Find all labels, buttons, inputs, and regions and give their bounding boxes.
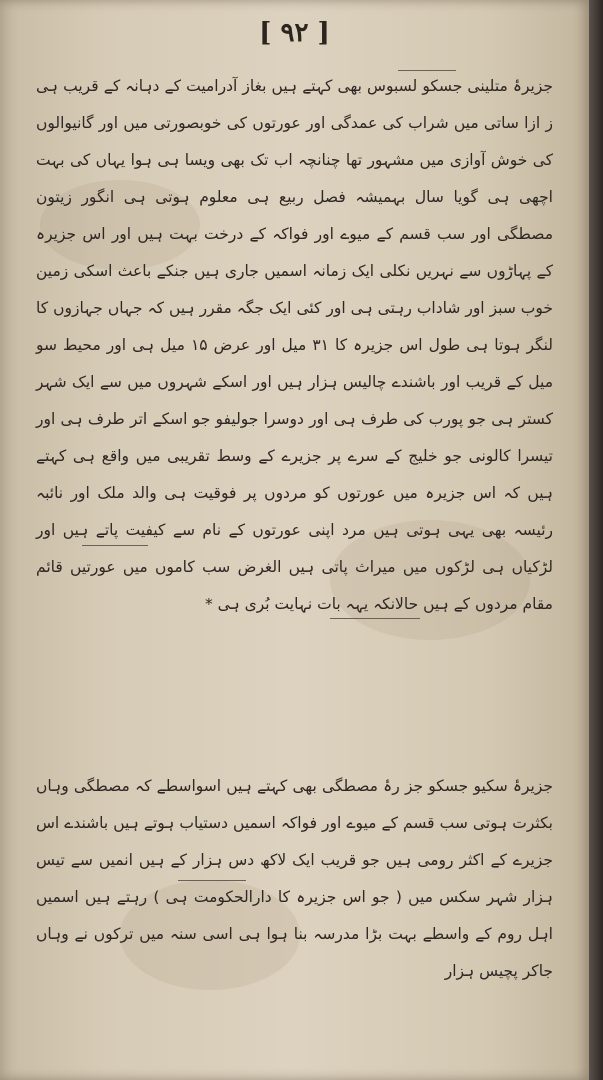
- underline-mark: [82, 545, 148, 546]
- underline-mark: [398, 70, 456, 71]
- underline-mark: [178, 880, 246, 881]
- page-number: [ ۹۲ ]: [259, 18, 330, 48]
- page-edge: [589, 0, 603, 1080]
- paragraph-chios: جزیرۂ سکیو جسکو جز رۂ مصطگی بھی کہتے ہیں اسواسطے کہ مصطگی وہاں بکثرت ہوتی سب قسم کے میوے اور فواکہ اسمیں دستیاب ہوتے ہیں باشندے اس جزیرے کے اکثر رومی ہیں جو قریب ایک لاکھ دس ہزار کے ہیں انمیں سے تیس ہزار شہر سکس میں ( جو اس جزیرہ کا دارالحکومت ہی ) رہتے ہیں اسمیں اہل روم کے واسطے بہت بڑا مدرسہ بنا ہوا ہی اسی سنہ میں ترکوں نے وہاں جاکر پچیس ہزار: [36, 777, 553, 980]
- paragraph-mytilene: جزیرۂ متلینی جسکو لسبوس بھی کہتے ہیں بغاز آدرامیت کے دہانہ کے قریب ہی ز ازا ساتی میں شراب کی عمدگی اور عورتوں کی خوبصورتی میں اور گانیوالوں کی خوش آوازی میں مشہور تھا چنانچہ اب تک بھی ویسا ہی ہوا یہاں کی بہت اچھی ہی گویا سال بہمیشہ فصل ربیع ہی معلوم ہوتی ہی انگور زیتون مصطگی اور سب قسم کے میوے اور فواکہ کے درخت بہت ہیں اور اس جزیرہ کے پہاڑوں سے نہریں نکلی ایک زمانہ اسمیں جاری ہیں جنکے باعث اسکی زمین خوب سبز اور شاداب رہتی ہی اور کئی ایک جگہ مقرر ہیں کہ جہاں جہازوں کا لنگر ہوتا ہی طول اس جزیرہ کا ۳۱ میل اور عرض ۱۵ میل ہی اور محیط سو میل کے قریب اور باشندے چالیس ہزار ہیں اور اسکے شہروں میں سے ایک شہر کستر ہی جو پورب کی طرف ہی اور دوسرا جولیفو جو اسکے اتر طرف ہی اور تیسرا کالونی جو خلیج کے سرے پر جزیرے کے وسط تقریبی میں واقع ہی کہتے ہیں کہ اس جزیرہ میں عورتوں کو مردوں پر فوقیت ہی والد ملک اور نائبہ رئیسہ بھی یہی ہوتی ہیں مرد اپنی عورتوں کے نام سے کیفیت پاتے ہیں اور لڑکیاں ہی لڑکوں میں میراث پاتی ہیں الغرض سب کاموں میں عورتیں قائم مقام مردوں کے ہیں حالانکہ یہہ بات نہایت بُری ہی *: [36, 77, 553, 613]
- underline-mark: [330, 618, 420, 619]
